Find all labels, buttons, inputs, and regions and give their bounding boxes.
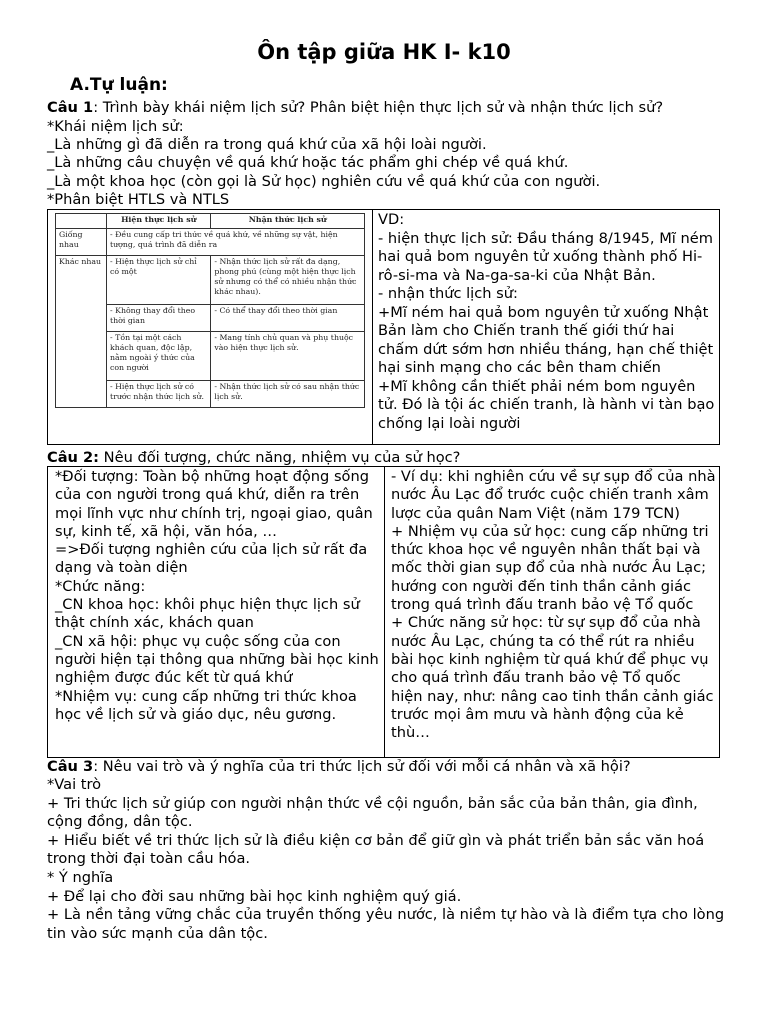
row-label: Khác nhau: [56, 255, 107, 407]
answer-line: + Hiểu biết về tri thức lịch sử là điều kiện cơ bản để giữ gìn và phát triển bản sắc văn hoá trong thời đại toàn cầu hóa.: [47, 831, 705, 868]
section-heading: A.Tự luận:: [70, 75, 168, 95]
cell-line: _CN xã hội: phục vụ cuộc sống của con người hiện tại thông qua những bài học kinh nghiệm được đúc kết từ quá khứ: [55, 632, 379, 687]
question-1: [47, 98, 663, 117]
table-header: Hiện thực lịch sử: [107, 214, 211, 229]
cell-line: *Đối tượng: Toàn bộ những hoạt động sống của con người trong quá khứ, diễn ra trên mọi lĩnh vực như chính trị, ngoại giao, quân sự, kinh tế, xã hội, văn hóa, …: [55, 468, 373, 540]
table-cell: - Không thay đổi theo thời gian: [107, 305, 211, 332]
example-text: [378, 211, 716, 433]
cell-line: + Nhiệm vụ của sử học: cung cấp những tri thức khoa học về nguyên nhân thất bại và mốc thời gian sụp đổ của nhà nước Âu Lạc; hướng con người đến tinh thần cảnh giác trong quá trình đấu tranh bảo vệ Tổ quốc: [391, 522, 709, 614]
q1-line: *Phân biệt HTLS và NTLS: [47, 191, 230, 208]
question-1-text: : Trình bày khái niệm lịch sử? Phân biệt hiện thực lịch sử và nhận thức lịch sử?: [93, 99, 664, 116]
answer-line: *Vai trò: [47, 776, 102, 793]
comparison-table: [47, 209, 720, 445]
cell-line: - Ví dụ: khi nghiên cứu về sự sụp đổ của nhà nước Âu Lạc đổ trước cuộc chiến tranh xâm lược của quân Nam Việt (năm 179 TCN): [391, 468, 716, 522]
question-3: [47, 757, 631, 776]
table-cell: - Tồn tại một cách khách quan, độc lập, nằm ngoài ý thức của con người: [107, 331, 211, 381]
q1-line: _Là một khoa học (còn gọi là Sử học) nghiên cứu về quá khứ của con người.: [47, 173, 601, 190]
table-header: Nhận thức lịch sử: [211, 214, 365, 229]
htls-ntls-image-table: [55, 213, 365, 408]
page-title: Ôn tập giữa HK I- k10: [257, 40, 511, 64]
history-table: [47, 466, 720, 758]
example-line: - hiện thực lịch sử: Đầu tháng 8/1945, Mĩ ném hai quả bom nguyên tử xuống thành phố Hi-rô-si-ma và Na-ga-sa-ki của Nhật Bản.: [378, 229, 713, 284]
cell-line: + Chức năng sử học: từ sự sụp đổ của nhà nước Âu Lạc, chúng ta có thể rút ra nhiều bài học kinh nghiệm từ quá khứ để phục vụ cho quá trình đấu tranh bảo vệ Tổ quốc hiện nay, như: nâng cao tinh thần cảnh giác trước mọi âm mưu và hành động của kẻ thù…: [391, 614, 714, 742]
table-cell: - Nhận thức lịch sử có sau nhận thức lịch sử.: [211, 381, 365, 408]
table-header: [56, 214, 107, 229]
table-cell: - Nhận thức lịch sử rất đa dạng, phong phú (cùng một hiện thực lịch sử nhưng có thể có nhiều nhận thức khác nhau).: [211, 255, 365, 305]
cell-line: *Nhiệm vụ: cung cấp những tri thức khoa học về lịch sử và giáo dục, nêu gương.: [55, 687, 357, 723]
table-row: [56, 229, 365, 256]
question-2: [47, 448, 460, 467]
question-3-text: : Nêu vai trò và ý nghĩa của tri thức lịch sử đối với mỗi cá nhân và xã hội?: [93, 758, 631, 775]
answer-line: + Là nền tảng vững chắc của truyền thống yêu nước, là niềm tự hào và là điểm tựa cho lòng tin vào sức mạnh của dân tộc.: [47, 906, 725, 942]
cell-line: *Chức năng:: [55, 577, 146, 595]
table-cell: - Hiện thực lịch sử có trước nhận thức lịch sử.: [107, 381, 211, 408]
example-line: VD:: [378, 211, 405, 228]
cell-line: _CN khoa học: khôi phục hiện thực lịch sử thật chính xác, khách quan: [55, 596, 360, 632]
table-cell: - Hiện thực lịch sử chỉ có một: [107, 255, 211, 305]
column-divider: [384, 467, 385, 757]
answer-line: + Để lại cho đời sau những bài học kinh nghiệm quý giá.: [47, 887, 462, 905]
table-cell: - Mang tính chủ quan và phụ thuộc vào hiện thực lịch sử.: [211, 331, 365, 381]
answer-line: + Tri thức lịch sử giúp con người nhận thức về cội nguồn, bản sắc của bản thân, gia đình, cộng đồng, dân tộc.: [47, 794, 698, 831]
question-3-answer: [47, 776, 727, 943]
q1-line: _Là những gì đã diễn ra trong quá khứ của xã hội loài người.: [47, 136, 487, 153]
example-line: +Mĩ ném hai quả bom nguyên tử xuống Nhật Bản làm cho Chiến tranh thế giới thứ hai chấm dứt sớm hơn nhiều tháng, hạn chế thiệt hại sinh mạng cho các bên tham chiến: [378, 303, 714, 376]
question-1-label: Câu 1: [47, 99, 94, 116]
table-cell: - Đều cung cấp tri thức về quá khứ, về những sự vật, hiện tượng, quá trình đã diễn ra: [107, 229, 365, 256]
question-2-label: Câu 2:: [47, 449, 100, 466]
example-line: +Mĩ không cần thiết phải ném bom nguyên tử. Đó là tội ác chiến tranh, là hành vi tàn bạo chống lại loài người: [378, 377, 715, 432]
table-cell-right: [391, 468, 716, 742]
answer-line: * Ý nghĩa: [47, 868, 114, 886]
table-header-row: [56, 214, 365, 229]
table-row: [56, 255, 365, 305]
q1-line: _Là những câu chuyện về quá khứ hoặc tác phẩm ghi chép về quá khứ.: [47, 154, 569, 171]
q1-line: *Khái niệm lịch sử:: [47, 118, 184, 135]
table-cell: - Có thể thay đổi theo thời gian: [211, 305, 365, 332]
cell-line: =>Đối tượng nghiên cứu của lịch sử rất đa dạng và toàn diện: [55, 541, 368, 577]
column-divider: [372, 210, 373, 444]
example-line: - nhận thức lịch sử:: [378, 285, 518, 302]
table-cell-left: [55, 468, 380, 724]
question-2-text: Nêu đối tượng, chức năng, nhiệm vụ của sử học?: [99, 449, 461, 466]
row-label: Giống nhau: [56, 229, 107, 256]
question-3-label: Câu 3: [47, 758, 94, 775]
